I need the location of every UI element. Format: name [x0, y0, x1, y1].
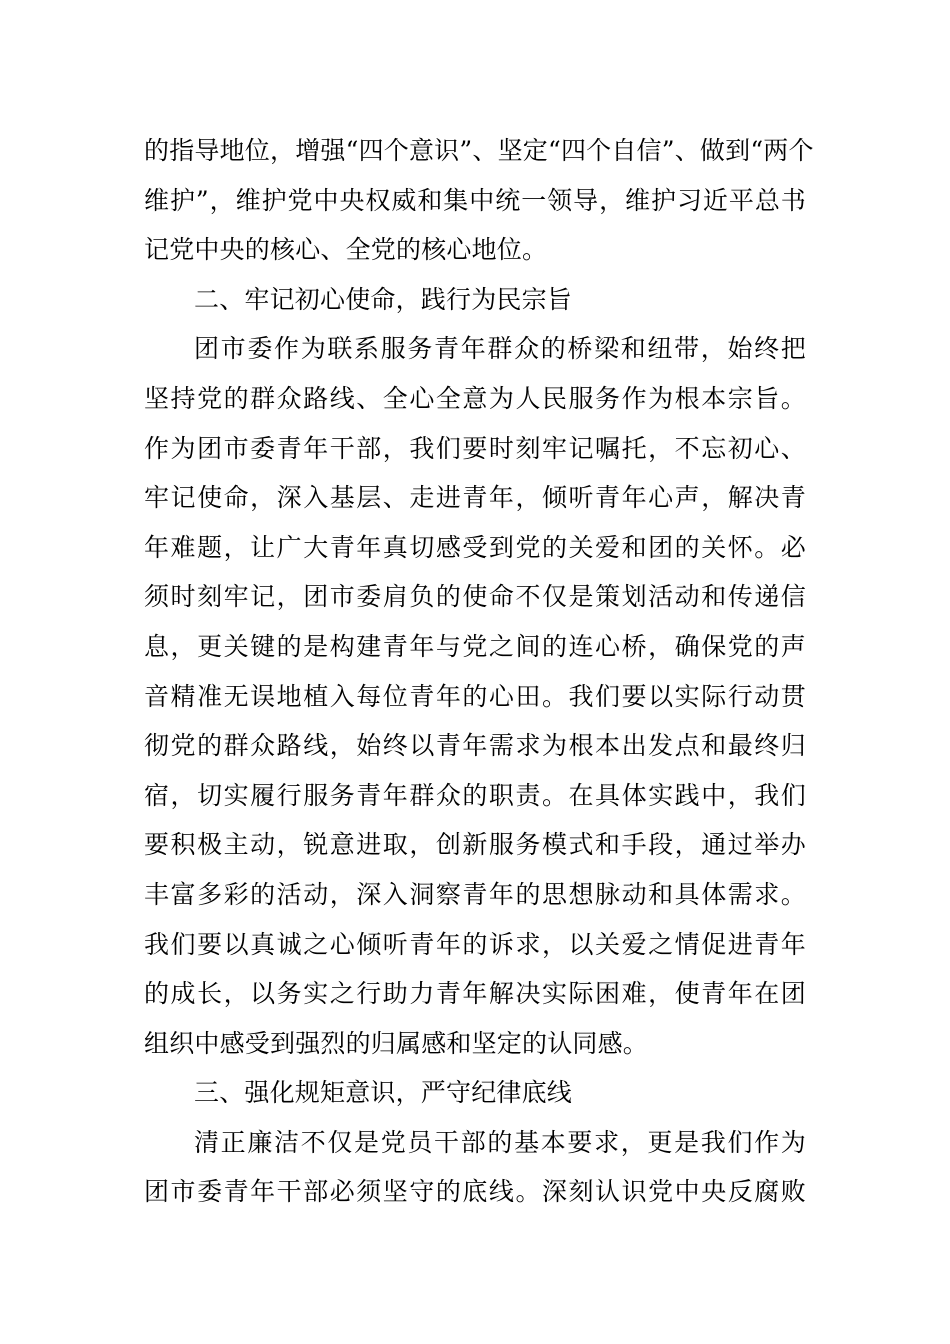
paragraph-line: 丰富多彩的活动，深入洞察青年的思想脉动和具体需求。: [144, 879, 806, 909]
paragraph-line: 音精准无误地植入每位青年的心田。我们要以实际行动贯: [144, 681, 806, 711]
paragraph-line: 记党中央的核心、全党的核心地位。: [144, 235, 548, 265]
paragraph-line: 作为团市委青年干部，我们要时刻牢记嘱托，不忘初心、: [144, 433, 806, 463]
paragraph-line: 我们要以真诚之心倾听青年的诉求，以关爱之情促进青年: [144, 929, 806, 959]
paragraph-line: 团市委青年干部必须坚守的底线。深刻认识党中央反腐败: [144, 1177, 806, 1207]
document-body: [144, 126, 814, 1217]
paragraph-line-indented: 团市委作为联系服务青年群众的桥梁和纽带，始终把: [194, 334, 806, 364]
paragraph-line: 须时刻牢记，团市委肩负的使命不仅是策划活动和传递信: [144, 582, 806, 612]
paragraph-line-indented: 三、强化规矩意识，严守纪律底线: [194, 1078, 573, 1108]
paragraph-line: 组织中感受到强烈的归属感和坚定的认同感。: [144, 1028, 649, 1058]
paragraph-line: 牢记使命，深入基层、走进青年，倾听青年心声，解决青: [144, 483, 806, 513]
paragraph-line: 息，更关键的是构建青年与党之间的连心桥，确保党的声: [144, 631, 806, 661]
paragraph-line: 维护”，维护党中央权威和集中统一领导，维护习近平总书: [144, 185, 806, 215]
paragraph-line: 宿，切实履行服务青年群众的职责。在具体实践中，我们: [144, 780, 806, 810]
paragraph-line: 年难题，让广大青年真切感受到党的关爱和团的关怀。必: [144, 532, 806, 562]
paragraph-line-indented: 二、牢记初心使命，践行为民宗旨: [194, 284, 573, 314]
paragraph-line: 彻党的群众路线，始终以青年需求为根本出发点和最终归: [144, 731, 806, 761]
paragraph-line: 的成长，以务实之行助力青年解决实际困难，使青年在团: [144, 979, 806, 1009]
paragraph-line: 坚持党的群众路线、全心全意为人民服务作为根本宗旨。: [144, 383, 806, 413]
paragraph-line-indented: 清正廉洁不仅是党员干部的基本要求，更是我们作为: [194, 1127, 806, 1157]
paragraph-line: 的指导地位，增强“四个意识”、坚定“四个自信”、做到“两个: [144, 136, 814, 165]
paragraph-line: 要积极主动，锐意进取，创新服务模式和手段，通过举办: [144, 830, 806, 860]
